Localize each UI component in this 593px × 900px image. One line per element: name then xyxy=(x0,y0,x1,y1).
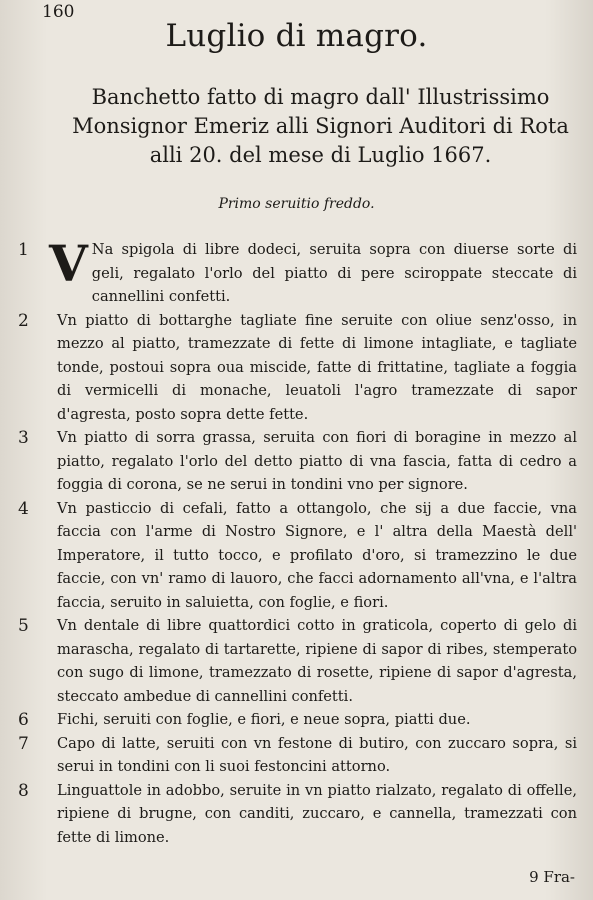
item-text: Linguattole in adobbo, seruite in vn piatto rialzato, regalato di offelle, ripiene di brugne, con canditi, zuccaro, e cannella, tramezzati con fette di limone. xyxy=(57,781,577,846)
menu-item xyxy=(0,234,593,309)
item-text: Vn pasticcio di cefali, fatto a ottangolo, che sij a due faccie, vna faccia con l'arme di Nostro Signore, e l' altra della Maestà dell' Imperatore, il tutto tocco, e profilato d'oro, si tramezzino le due faccie, con vn' ramo di lauoro, che facci adornamento all'vna, e l'altra faccia, seruito in saluietta, con foglie, e fiori. xyxy=(57,499,577,611)
item-number: 4 xyxy=(18,498,29,519)
menu-item xyxy=(0,497,593,615)
menu-item xyxy=(0,426,593,497)
item-number: 8 xyxy=(18,780,29,801)
banquet-heading: Banchetto fatto di magro dall' Illustrissimo Monsignor Emeriz alli Signori Auditori di Rota alli 20. del mese di Luglio 1667. xyxy=(72,85,569,167)
page-number: 160 xyxy=(42,2,75,22)
course-title: Primo seruitio freddo. xyxy=(218,196,375,212)
menu-item xyxy=(0,309,593,427)
menu-item xyxy=(0,732,593,779)
item-number: 2 xyxy=(18,310,29,331)
item-text: Fichi, seruiti con foglie, e fiori, e neue sopra, piatti due. xyxy=(57,711,471,728)
item-text xyxy=(49,234,577,309)
drop-capital: V xyxy=(49,234,88,293)
item-number: 3 xyxy=(18,428,29,448)
item-number: 5 xyxy=(18,616,29,636)
item-text: Vn dentale di libre quattordici cotto in graticola, coperto di gelo di marascha, regalato di tartarette, ripiene di sapor di ribes, stemperato con sugo di limone, tramezzato di rosette, ripiene di sapor d'agresta, steccato ambedue di cannellini confetti. xyxy=(57,617,577,705)
item-text: Vn piatto di sorra grassa, seruita con fiori di boragine in mezzo al piatto, regalato l'orlo del detto piatto di vna fascia, fatta di cedro a foggia di corona, se ne serui in tondini vno per signore. xyxy=(57,429,577,493)
menu-item xyxy=(0,614,593,708)
item-number: 1 xyxy=(18,240,29,260)
menu-item xyxy=(0,708,593,732)
running-title: Luglio di magro. xyxy=(165,18,428,54)
item-body: Na spigola di libre dodeci, seruita sopra con diuerse sorte di geli, regalato l'orlo del piatto di pere sciroppate steccate di cannellini confetti. xyxy=(91,241,577,305)
menu-items xyxy=(0,234,593,849)
item-number: 7 xyxy=(18,733,29,754)
item-text: Vn piatto di bottarghe tagliate fine seruite con oliue senz'ossо, in mezzo al piatto, tramezzate di fette di limone intagliate, e tagliate tonde, postoui sopra oua miscide, fatte di frittatine, tagliate a foggia di vermicelli di monache, leuatoli l'agro tramezzate di sapor d'agresta, posto sopra dette fette. xyxy=(57,311,577,423)
menu-item xyxy=(0,779,593,850)
item-number: 6 xyxy=(18,710,29,730)
catchword: 9 Fra- xyxy=(529,868,575,886)
item-text: Capo di latte, seruiti con vn festone di butiro, con zuccaro sopra, si serui in tondini con li suoi festoncini attorno. xyxy=(57,734,577,775)
